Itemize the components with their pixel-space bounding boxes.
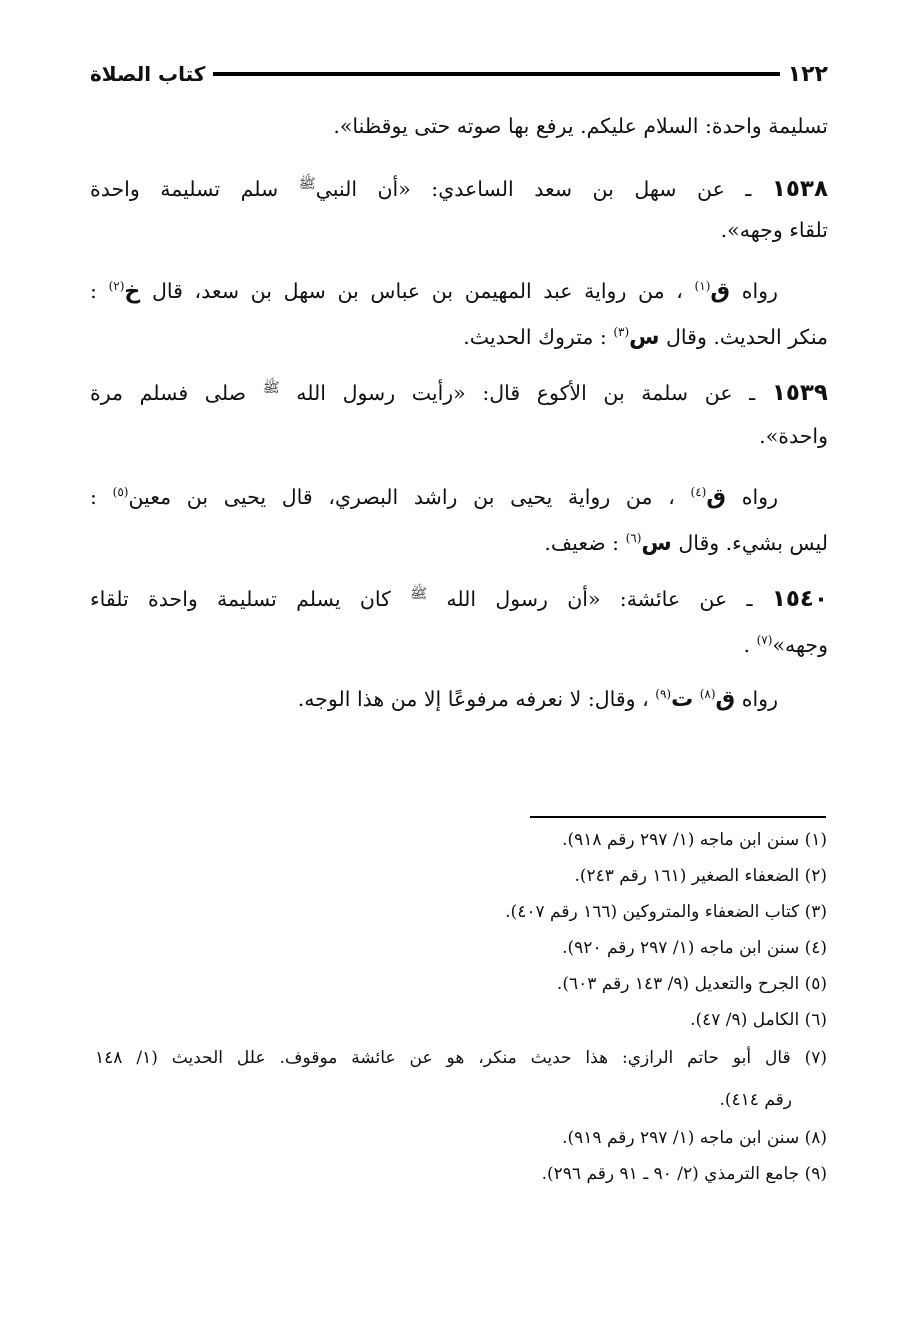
hadith-1538: ١٥٣٨ ـ عن سهل بن سعد الساعدي: «أن النبي$^ﷺ$ سلم تسليمة واحدة	[90, 175, 828, 202]
source-symbol: ق	[710, 278, 731, 304]
source-symbol: خ	[124, 278, 141, 304]
text-line: منكر الحديث. وقال س$^{(٣)}$ : متروك الحديث.	[463, 324, 828, 350]
footnote: (٦) الكامل (٩/ ٤٧).	[690, 1010, 827, 1030]
text-line: تسليمة واحدة: السلام عليكم. يرفع بها صوته حتى يوقظنا».	[333, 114, 828, 138]
hadith-1540: ١٥٤٠ ـ عن عائشة: «أن رسول الله $^ﷺ$ كان يسلم تسليمة واحدة تلقاء	[90, 585, 828, 612]
pbuh-glyph: ﷺ	[298, 176, 316, 192]
page-number: ١٢٢	[787, 61, 828, 87]
hadith-number: ١٥٤٠	[771, 585, 828, 612]
hadith-number: ١٥٣٨	[771, 175, 828, 202]
narration-1539: رواه ق$^{(٤)}$ ، من رواية يحيى بن راشد البصري، قال يحيى بن معين$^{(٥)}$ :	[90, 484, 778, 510]
source-symbol: س	[641, 530, 672, 556]
text-line: تلقاء وجهه».	[720, 218, 828, 242]
running-title: كتاب الصلاة	[90, 62, 206, 86]
footnote: (٣) كتاب الضعفاء والمتروكين (١٦٦ رقم ٤٠٧).	[505, 902, 827, 922]
footnote: (٢) الضعفاء الصغير (١٦١ رقم ٢٤٣).	[574, 866, 827, 886]
source-symbol: س	[629, 324, 660, 350]
source-symbol: ق	[715, 686, 736, 712]
text-line: واحدة».	[759, 424, 828, 448]
footnote: (٨) سنن ابن ماجه (١/ ٢٩٧ رقم ٩١٩).	[562, 1128, 827, 1148]
narration-1540: رواه ق$^{(٨)}$ ت$^{(٩)}$ ، وقال: لا نعرفه مرفوعًا إلا من هذا الوجه.	[297, 686, 778, 712]
main-text	[90, 0, 828, 720]
footnote: (٥) الجرح والتعديل (٩/ ١٤٣ رقم ٦٠٣).	[556, 974, 827, 994]
hadith-number: ١٥٣٩	[771, 379, 828, 406]
pbuh-glyph: ﷺ	[262, 380, 280, 396]
footnote: (١) سنن ابن ماجه (١/ ٢٩٧ رقم ٩١٨).	[562, 830, 827, 850]
hadith-1539: ١٥٣٩ ـ عن سلمة بن الأكوع قال: «رأيت رسول الله $^ﷺ$ صلى فسلم مرة	[90, 379, 828, 406]
text-line: ليس بشيء. وقال س$^{(٦)}$ : ضعيف.	[544, 530, 828, 556]
footnote-continuation: رقم ٤١٤).	[719, 1090, 792, 1110]
footnote-separator	[530, 816, 826, 818]
source-symbol: ت	[671, 686, 694, 712]
footnote: (٧) قال أبو حاتم الرازي: هذا حديث منكر، هو عن عائشة موقوف. علل الحديث (١/ ١٤٨	[95, 1048, 827, 1068]
footnote: (٤) سنن ابن ماجه (١/ ٢٩٧ رقم ٩٢٠).	[562, 938, 827, 958]
footnote: (٩) جامع الترمذي (٢/ ٩٠ ـ ٩١ رقم ٢٩٦).	[541, 1164, 827, 1184]
pbuh-glyph: ﷺ	[410, 586, 428, 602]
source-symbol: ق	[706, 484, 727, 510]
narration-1538: رواه ق$^{(١)}$ ، من رواية عبد المهيمن بن عباس بن سهل بن سعد، قال خ$^{(٢)}$ :	[90, 278, 778, 304]
text-line: وجهه»$^{(٧)}$ .	[743, 632, 828, 657]
